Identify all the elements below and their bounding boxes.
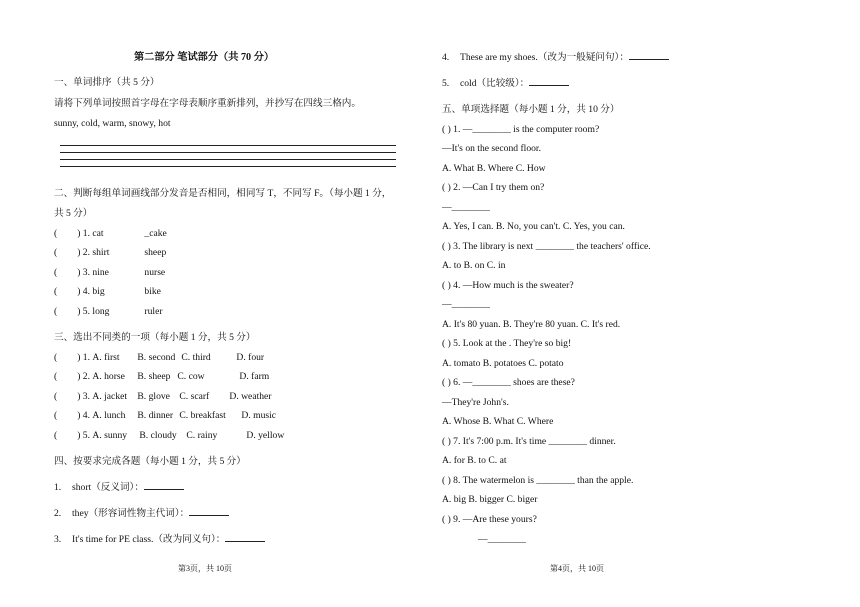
word-a: long bbox=[92, 306, 110, 317]
question-row bbox=[54, 430, 284, 442]
question-line: ( ) 1. —________ is the computer room? bbox=[442, 124, 600, 135]
grid-line bbox=[60, 152, 396, 153]
option-a: A. horse bbox=[92, 371, 125, 382]
item-number: 5. bbox=[442, 78, 450, 89]
option-b: B. dinner bbox=[137, 410, 174, 421]
paren-open: ( bbox=[54, 410, 58, 421]
item-number: 3. bbox=[54, 534, 62, 545]
section-2-heading-cont: 共 5 分） bbox=[54, 208, 93, 219]
question-number: ) 3. bbox=[77, 267, 90, 278]
paren-open: ( bbox=[54, 228, 58, 239]
question-line: —They're John's. bbox=[442, 397, 509, 408]
page-number-left: 第3页，共 10页 bbox=[178, 564, 232, 573]
paren-open: ( bbox=[54, 306, 58, 317]
section-1-instruction: 请将下列单词按照首字母在字母表顺序重新排列，并抄写在四线三格内。 bbox=[54, 98, 361, 109]
question-row bbox=[54, 410, 276, 422]
option-b: B. cloudy bbox=[139, 430, 177, 441]
answer-blank[interactable] bbox=[629, 59, 669, 60]
word-a: cat bbox=[92, 228, 104, 239]
page-number-right: 第4页，共 10页 bbox=[550, 564, 604, 573]
question-line: ( ) 4. —How much is the sweater? bbox=[442, 280, 574, 291]
word-b: bike bbox=[144, 286, 161, 297]
option-a: A. first bbox=[92, 352, 120, 363]
grid-line bbox=[60, 145, 396, 146]
question-line: ( ) 2. —Can I try them on? bbox=[442, 182, 545, 193]
question-line: —It's on the second floor. bbox=[442, 143, 541, 154]
fill-item bbox=[54, 508, 229, 520]
option-b: B. sheep bbox=[137, 371, 171, 382]
question-line: ( ) 5. Look at the . They're so big! bbox=[442, 338, 572, 349]
question-line: ( ) 9. —Are these yours? bbox=[442, 514, 537, 525]
question-line: —________ bbox=[442, 299, 490, 310]
question-number: ) 4. bbox=[77, 286, 90, 297]
item-text: It's time for PE class.（改为同义句）： bbox=[72, 534, 226, 545]
option-d: D. weather bbox=[229, 391, 272, 402]
option-c: C. scarf bbox=[179, 391, 210, 402]
fill-item bbox=[442, 78, 569, 90]
question-number: ) 3. bbox=[77, 391, 90, 402]
answer-blank[interactable] bbox=[225, 541, 265, 542]
question-line: A. Yes, I can. B. No, you can't. C. Yes, you can. bbox=[442, 221, 625, 232]
question-row bbox=[54, 267, 165, 279]
paren-open: ( bbox=[54, 430, 58, 441]
option-b: B. glove bbox=[137, 391, 170, 402]
paren-open: ( bbox=[54, 371, 58, 382]
item-number: 2. bbox=[54, 508, 62, 519]
section-4-heading: 四、按要求完成各题（每小题 1 分，共 5 分） bbox=[54, 456, 246, 467]
item-number: 4. bbox=[442, 52, 450, 63]
option-d: D. yellow bbox=[246, 430, 285, 441]
answer-blank[interactable] bbox=[529, 85, 569, 86]
question-row bbox=[54, 228, 167, 240]
question-line: A. to B. on C. in bbox=[442, 260, 506, 271]
question-number: ) 4. bbox=[77, 410, 90, 421]
question-row bbox=[54, 352, 264, 364]
section-2-heading: 二、判断每组单词画线部分发音是否相同，相同写 T，不同写 F。（每小题 1 分， bbox=[54, 188, 392, 199]
question-line: A. It's 80 yuan. B. They're 80 yuan. C. It's red. bbox=[442, 319, 621, 330]
item-text: they（形容词性物主代词）： bbox=[72, 508, 190, 519]
question-row bbox=[54, 306, 163, 318]
grid-line bbox=[60, 166, 396, 167]
question-line: A. What B. Where C. How bbox=[442, 163, 546, 174]
option-b: B. second bbox=[137, 352, 176, 363]
question-number: ) 1. bbox=[77, 352, 90, 363]
item-text: cold（比较级）： bbox=[460, 78, 530, 89]
question-number: ) 5. bbox=[77, 306, 90, 317]
grid-line bbox=[60, 159, 396, 160]
answer-blank[interactable] bbox=[189, 515, 229, 516]
question-line: ( ) 3. The library is next ________ the teachers' office. bbox=[442, 241, 651, 252]
option-c: C. rainy bbox=[186, 430, 218, 441]
section-3-heading: 三、选出不同类的一项（每小题 1 分，共 5 分） bbox=[54, 332, 256, 343]
part-title: 第二部分 笔试部分（共 70 分） bbox=[134, 52, 275, 63]
question-line: —________ bbox=[442, 202, 490, 213]
item-text: These are my shoes.（改为一般疑问句）： bbox=[460, 52, 629, 63]
question-number: ) 5. bbox=[77, 430, 90, 441]
question-line: —________ bbox=[478, 534, 526, 545]
paren-open: ( bbox=[54, 286, 58, 297]
option-d: D. farm bbox=[239, 371, 270, 382]
question-line: ( ) 6. —________ shoes are these? bbox=[442, 377, 575, 388]
option-d: D. music bbox=[241, 410, 277, 421]
item-text: short（反义词）： bbox=[72, 482, 144, 493]
question-line: ( ) 8. The watermelon is ________ than the apple. bbox=[442, 475, 634, 486]
word-b: _cake bbox=[144, 228, 167, 239]
word-b: nurse bbox=[144, 267, 166, 278]
question-number: ) 2. bbox=[77, 247, 90, 258]
option-a: A. jacket bbox=[92, 391, 128, 402]
word-a: big bbox=[92, 286, 105, 297]
option-c: C. breakfast bbox=[179, 410, 226, 421]
question-number: ) 1. bbox=[77, 228, 90, 239]
fill-item bbox=[54, 482, 184, 494]
word-b: sheep bbox=[144, 247, 167, 258]
question-line: ( ) 7. It's 7:00 p.m. It's time ________ dinner. bbox=[442, 436, 616, 447]
question-line: A. Whose B. What C. Where bbox=[442, 416, 554, 427]
section-1-words: sunny, cold, warm, snowy, hot bbox=[54, 118, 171, 129]
section-1-heading: 一、单词排序（共 5 分） bbox=[54, 77, 160, 88]
word-a: nine bbox=[92, 267, 109, 278]
question-row bbox=[54, 247, 166, 259]
option-c: C. cow bbox=[177, 371, 205, 382]
question-row bbox=[54, 391, 272, 403]
option-a: A. lunch bbox=[92, 410, 126, 421]
fill-item bbox=[442, 52, 669, 64]
word-b: ruler bbox=[144, 306, 163, 317]
paren-open: ( bbox=[54, 352, 58, 363]
paren-open: ( bbox=[54, 267, 58, 278]
question-row bbox=[54, 286, 161, 298]
option-a: A. sunny bbox=[92, 430, 128, 441]
question-line: A. for B. to C. at bbox=[442, 455, 507, 466]
word-a: shirt bbox=[92, 247, 110, 258]
fill-item bbox=[54, 534, 265, 546]
question-row bbox=[54, 371, 269, 383]
option-d: D. four bbox=[236, 352, 265, 363]
question-line: A. tomato B. potatoes C. potato bbox=[442, 358, 564, 369]
answer-blank[interactable] bbox=[144, 489, 184, 490]
paren-open: ( bbox=[54, 247, 58, 258]
paren-open: ( bbox=[54, 391, 58, 402]
item-number: 1. bbox=[54, 482, 62, 493]
question-line: A. big B. bigger C. biger bbox=[442, 494, 538, 505]
option-c: C. third bbox=[181, 352, 211, 363]
section-5-heading: 五、单项选择题（每小题 1 分，共 10 分） bbox=[442, 104, 620, 115]
question-number: ) 2. bbox=[77, 371, 90, 382]
